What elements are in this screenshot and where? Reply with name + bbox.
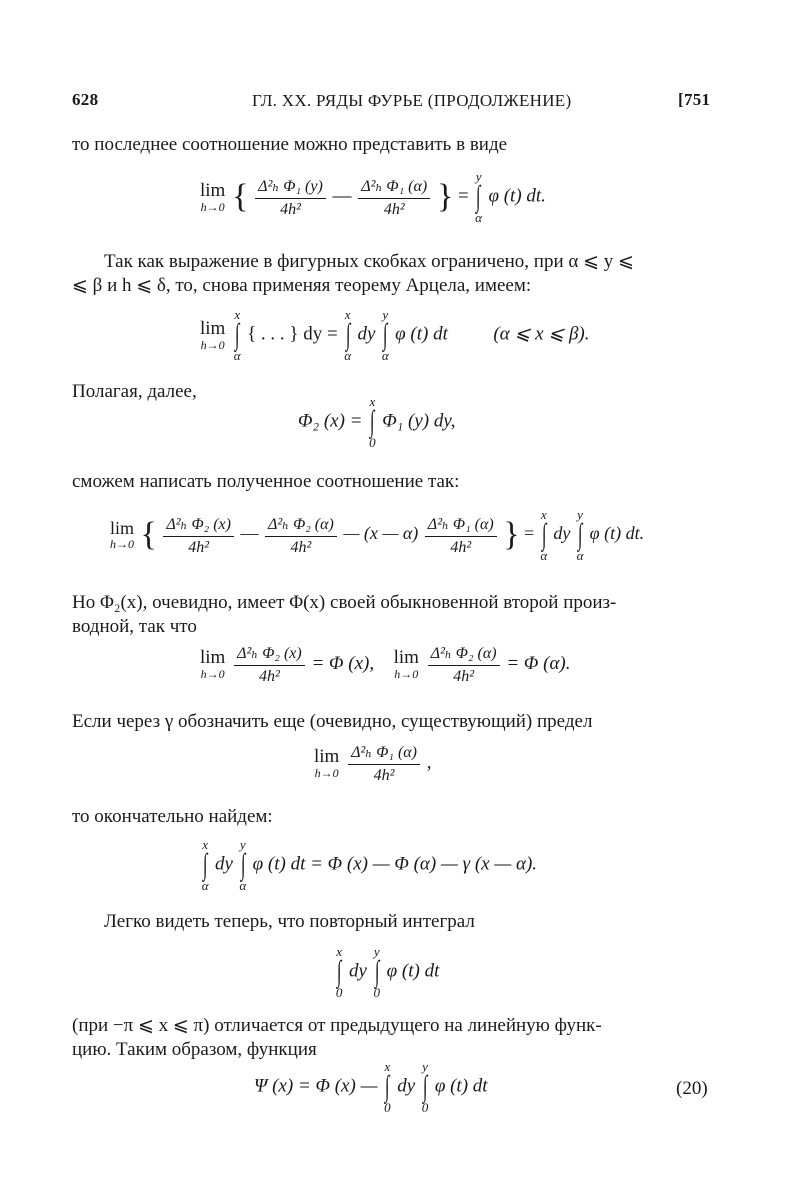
paragraph-4: сможем написать полученное соотношение так: xyxy=(72,471,460,492)
paragraph-9-line-2: цию. Таким образом, функция xyxy=(72,1039,317,1060)
paragraph-3: Полагая, далее, xyxy=(72,381,197,402)
page-number: 628 xyxy=(72,90,99,109)
paragraph-8: Легко видеть теперь, что повторный интеграл xyxy=(104,911,475,932)
paragraph-6: Если через γ обозначить еще (очевидно, существующий) предел xyxy=(72,711,593,732)
paragraph-5-line-1: Но Φ₂(x), очевидно, имеет Φ(x) своей обыкновенной второй произ- xyxy=(72,592,617,613)
paragraph-7: то окончательно найдем: xyxy=(72,806,273,827)
equation-5: lim h→0 $\frac{\text{Δ²ₕ Φ₂ (x)}}{\text{4h²}}$ = Φ (x), lim h→0 $\frac{\text{Δ²ₕ Φ₂ (α)}}{\text{4h²}}$ = Φ (α). xyxy=(200,645,571,685)
equation-9: Ψ (x) = Φ (x) — x ∫ 0 dy y ∫ 0 φ (t) dt xyxy=(254,1059,488,1115)
paragraph-2-line-2: ⩽ β и h ⩽ δ, то, снова применяя теорему Арцела, имеем: xyxy=(72,275,532,296)
equation-4: lim h→0 { $\frac{\text{Δ²ₕ Φ₂ (x)}}{\text{4h²}}$ — $\frac{\text{Δ²ₕ Φ₂ (α)}}{\text{4h²}}$ — (x — α) $\frac{\text{Δ²ₕ Φ₁ (α)}}{\text{4h²}}$ } = x ∫ α dy y ∫ α φ (t) dt. xyxy=(110,507,645,563)
section-number: [751 xyxy=(678,90,711,109)
paragraph-5-line-2: водной, так что xyxy=(72,616,197,637)
running-title: ГЛ. XX. РЯДЫ ФУРЬЕ (ПРОДОЛЖЕНИЕ) xyxy=(252,91,572,110)
paragraph-9-line-1: (при −π ⩽ x ⩽ π) отличается от предыдущего на линейную функ- xyxy=(72,1015,602,1036)
equation-2: lim h→0 x ∫ α { . . . } dy = x ∫ α dy y ∫ α φ (t) dt (α ⩽ x ⩽ β). xyxy=(200,307,590,363)
equation-1: lim h→0 { $\frac{\text{Δ²ₕ Φ₁ (y)}}{\text{4h²}}$ — $\frac{\text{Δ²ₕ Φ₁ (α)}}{\text{4h²}}$ } = y ∫ α φ (t) dt. xyxy=(200,169,546,225)
equation-number: (20) xyxy=(676,1078,708,1099)
equation-3: Φ₂ (x) = x ∫ 0 Φ₁ (y) dy, xyxy=(298,394,456,450)
equation-6: lim h→0 $\frac{\text{Δ²ₕ Φ₁ (α)}}{\text{4h²}}$ , xyxy=(314,744,432,784)
paragraph-2-line-1: Так как выражение в фигурных скобках ограничено, при α ⩽ y ⩽ xyxy=(104,251,634,272)
equation-8: x ∫ 0 dy y ∫ 0 φ (t) dt xyxy=(335,944,440,1000)
paragraph-1: то последнее соотношение можно представить в виде xyxy=(72,134,508,155)
equation-7: x ∫ α dy y ∫ α φ (t) dt = Φ (x) — Φ (α) — γ (x — α). xyxy=(201,837,538,893)
